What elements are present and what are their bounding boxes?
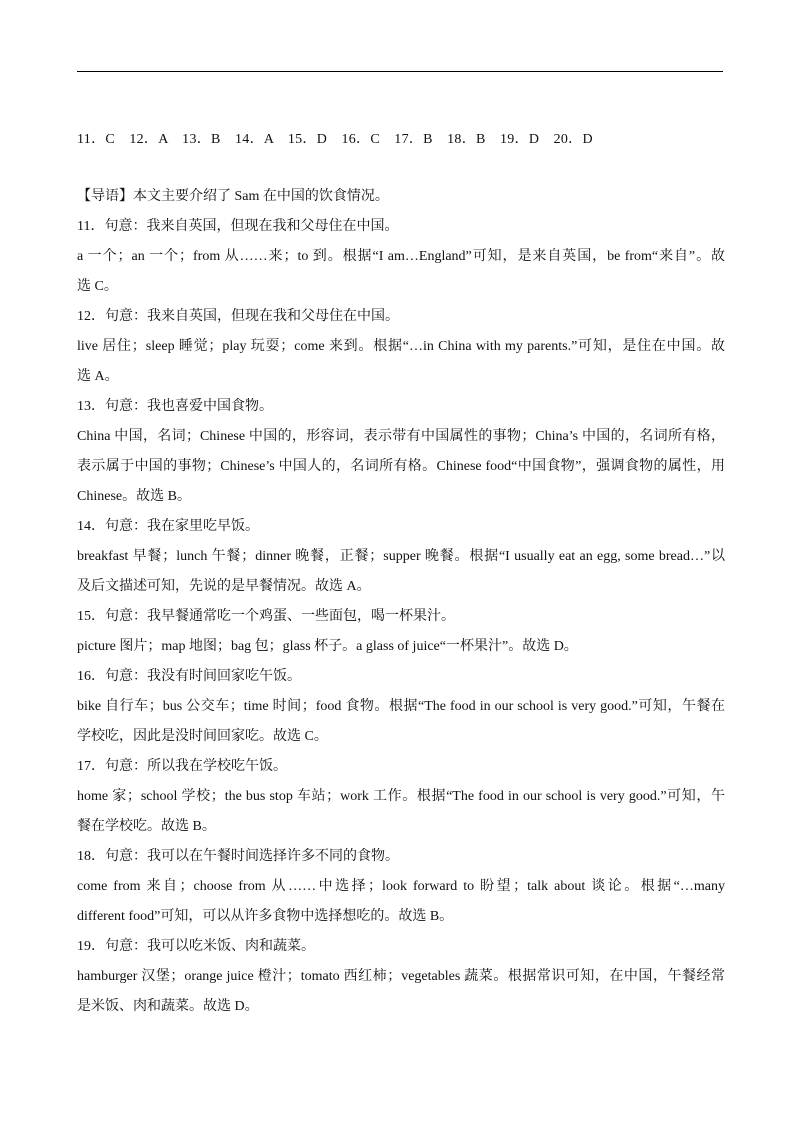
explanation-line: 12．句意：我来自英国，但现在我和父母住在中国。: [77, 309, 399, 324]
explanation-line: 及后文描述可知，先说的是早餐情况。故选 A。: [77, 579, 371, 594]
explanation-line: 选 C。: [77, 279, 118, 294]
explanation-line: bike 自行车；bus 公交车；time 时间；food 食物。根据“The food in our school is very good.”可知，午餐在: [77, 699, 725, 714]
explanation-line: 11．句意：我来自英国，但现在我和父母住在中国。: [77, 219, 399, 234]
explanation-line: come from 来自；choose from 从……中选择；look forward to 盼望；talk about 谈论。根据“…many: [77, 879, 725, 894]
explanation-line: 16．句意：我没有时间回家吃午饭。: [77, 669, 301, 684]
explanation-line: 选 A。: [77, 369, 119, 384]
explanation-line: 表示属于中国的事物；Chinese’s 中国人的，名词所有格。Chinese food“中国食物”，强调食物的属性，用: [77, 459, 725, 474]
explanation-line: a 一个；an 一个；from 从……来；to 到。根据“I am…England”可知，是来自英国，be from“来自”。故: [77, 249, 725, 264]
answer-key-line: 11．C 12．A 13．B 14．A 15．D 16．C 17．B 18．B 19．D 20．D: [77, 132, 593, 147]
explanation-line: China 中国，名词；Chinese 中国的，形容词，表示带有中国属性的事物；China’s 中国的，名词所有格，: [77, 429, 725, 444]
explanation-line: picture 图片；map 地图；bag 包；glass 杯子。a glass of juice“一杯果汁”。故选 D。: [77, 639, 578, 654]
explanation-line: 餐在学校吃。故选 B。: [77, 819, 216, 834]
explanation-line: live 居住；sleep 睡觉；play 玩耍；come 来到。根据“…in China with my parents.”可知，是住在中国。故: [77, 339, 725, 354]
header-rule: [77, 71, 723, 72]
explanation-line: 13．句意：我也喜爱中国食物。: [77, 399, 273, 414]
explanation-line: 14．句意：我在家里吃早饭。: [77, 519, 259, 534]
explanation-line: 是米饭、肉和蔬菜。故选 D。: [77, 999, 259, 1014]
explanation-line: hamburger 汉堡；orange juice 橙汁；tomato 西红柿；vegetables 蔬菜。根据常识可知，在中国，午餐经常: [77, 969, 725, 984]
explanation-line: breakfast 早餐；lunch 午餐；dinner 晚餐，正餐；supper 晚餐。根据“I usually eat an egg, some bread…”以: [77, 549, 725, 564]
explanation-section: [77, 182, 725, 1022]
explanation-line: home 家；school 学校；the bus stop 车站；work 工作。根据“The food in our school is very good.”可知，午: [77, 789, 725, 804]
explanation-line: Chinese。故选 B。: [77, 489, 191, 504]
intro-line: 【导语】本文主要介绍了 Sam 在中国的饮食情况。: [77, 189, 389, 204]
explanation-line: 15．句意：我早餐通常吃一个鸡蛋、一些面包，喝一杯果汁。: [77, 609, 455, 624]
explanation-line: 17．句意：所以我在学校吃午饭。: [77, 759, 287, 774]
explanation-line: 学校吃，因此是没时间回家吃。故选 C。: [77, 729, 328, 744]
explanation-line: 18．句意：我可以在午餐时间选择许多不同的食物。: [77, 849, 399, 864]
explanation-line: different food”可知，可以从许多食物中选择想吃的。故选 B。: [77, 909, 454, 924]
explanation-line: 19．句意：我可以吃米饭、肉和蔬菜。: [77, 939, 315, 954]
